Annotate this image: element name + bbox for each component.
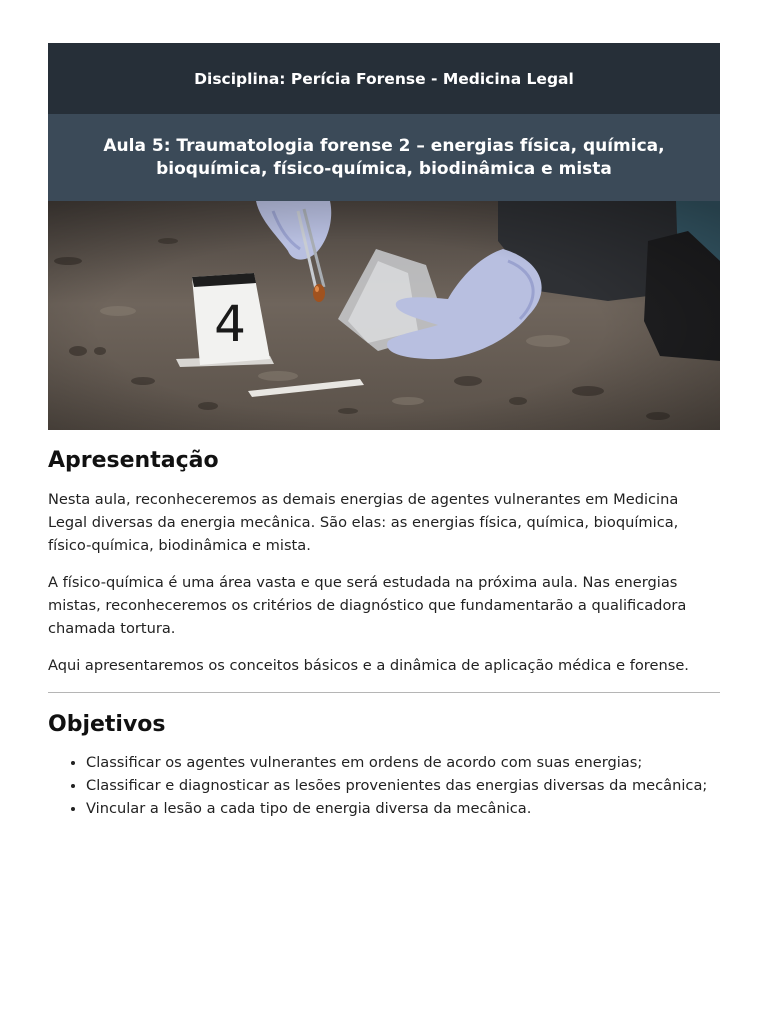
objetivo-item-3: • Vincular a lesão a cada tipo de energia diversa da mecânica. (86, 797, 720, 820)
objetivos-heading: Objetivos (48, 712, 166, 737)
document-page (48, 43, 720, 820)
discipline-title: Disciplina: Perícia Forense - Medicina Legal (194, 69, 574, 88)
lesson-title: Aula 5: Traumatologia forense 2 – energias física, química, bioquímica, físico-química, biodinâmica e mista (103, 135, 665, 179)
section-divider (48, 692, 720, 693)
objetivo-item-2: • Classificar e diagnosticar as lesões provenientes das energias diversas da mecânica; (86, 774, 720, 797)
apresentacao-paragraph-2: A físico-química é uma área vasta e que será estudada na próxima aula. Nas energias mistas, reconheceremos os critérios de diagnóstico que fundamentarão a qualificadora chamada tortura. (48, 574, 687, 637)
apresentacao-paragraph-1: Nesta aula, reconheceremos as demais energias de agentes vulnerantes em Medicina Legal diversas da energia mecânica. São elas: as energias física, química, bioquímica, físico-química, biodinâmica e mista. (48, 491, 679, 554)
lesson-header (48, 114, 720, 201)
crime-scene-image (48, 201, 720, 430)
objetivos-list (48, 751, 720, 820)
objetivo-item-1: • Classificar os agentes vulnerantes em ordens de acordo com suas energias; (86, 751, 720, 774)
apresentacao-heading: Apresentação (48, 448, 219, 473)
discipline-header (48, 43, 720, 114)
apresentacao-paragraph-3: Aqui apresentaremos os conceitos básicos e a dinâmica de aplicação médica e forense. (48, 657, 689, 674)
